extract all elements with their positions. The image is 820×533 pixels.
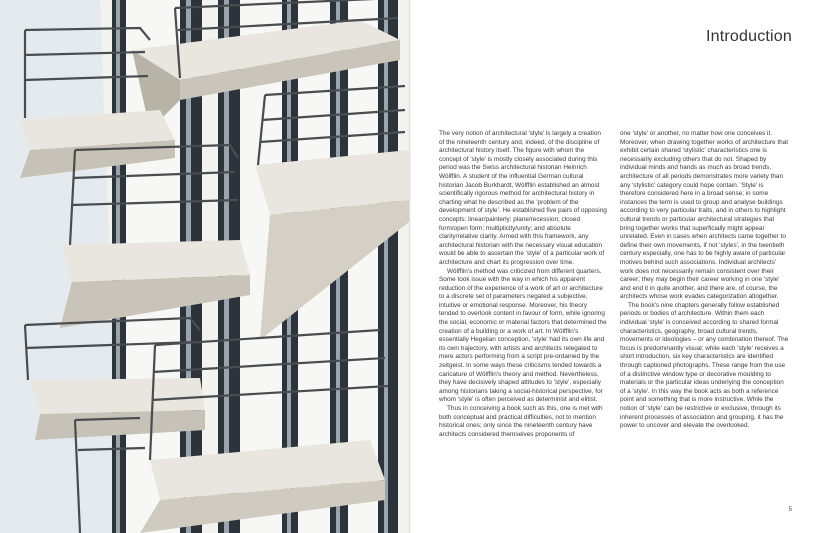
paragraph: one 'style' or another, no matter how one conceives it. Moreover, when drawing together works of architecture that exhibit certain shared 'stylistic' characteristics one is necessarily excluding others that do not. Shaped by individual minds and hands as much as broad trends, architecture of all periods demonstrates more variety than any 'stylistic' category could hope contain. 'Style' is therefore considered here in a broad sense; in some instances the term is used to group and analyse buildings according to very particular traits, and in others to highlight cultural trends or particular architectural strategies that bring together works that superficially might appear unrelated. Even in cases when architects came together to define their own movements, if not 'styles', in the twentieth century especially, one has to be highly aware of particular motives behind such associations. Individual architects' work does not necessarily remain consistent over their career; they may begin their career working in one 'style' and end it in quite another, and there are, of course, the architects whose work evades categorization altogether.	[620, 130, 789, 301]
page-title: Introduction	[705, 28, 792, 45]
text-page	[411, 0, 820, 533]
balconies-photo	[0, 0, 409, 533]
text-column-right	[620, 130, 789, 431]
paragraph: Wölfflin's method was criticized from different quarters. Some took issue with the way in which his apparent reduction of the experience of a work of art or architecture to a discrete set of parameters negated a subjective, intuitive or emotional response. Moreover, his theory tended to overlook content in favour of form, while ignoring the social, economic or material factors that determined the creation of a building or a work of art. In Wölfflin's essentially Hegelian conception, 'style' had its own life and its own trajectory, with artists and architects relegated to mere actors performing from a script pre-ordained by the zeitgeist. In some ways these criticisms tended towards a caricature of Wölfflin's theory and method. Nevertheless, they have decisively shaped attitudes to 'style', especially among historians taking a social-historical perspective, for whom 'style' is often perceived as determinist and elitist.	[439, 267, 607, 404]
paragraph: Thus in conceiving a book such as this, one is met with both conceptual and practical difficulties, not to mention historical ones; only since the nineteenth century have architects considered themselves proponents of	[439, 405, 603, 438]
paragraph: The book's nine chapters generally follow established periods or bodies of architecture. Within them each individual 'style' is conceived according to shared formal characteristics, geography, broad cultural trends, movements or ideologies – or any combination thereof. The focus is predominantly visual; while each 'style' receives a short introduction, six key characteristics are identified through captioned photographs. These range from the use of a distinctive window type or decorative moulding to materials or the particular ideas underlying the conception of a 'style'. In this way the book acts as both a reference point and something that is more instructive. While the notion of 'style' can be restrictive or exclusive, through its inherent processes of association and grouping, it has the power to uncover and elevate the overlooked.	[620, 301, 789, 430]
page-number: 5	[788, 507, 792, 513]
paragraph: The very notion of architectural 'style' is largely a creation of the nineteenth century and, indeed, of the discipline of architectural history itself. The figure with whom the concept of 'style' is mostly closely associated during this period was the Swiss architectural historian Heinrich Wölfflin. A student of the influential German cultural historian Jacob Burkhardt, Wölfflin established an almost scientifically rigorous method for architectural history in charting what he described as the 'problem of the development of style'. He established five pairs of opposing concepts: linear/painterly; plane/recession; closed form/open form; multiplicity/unity; and absolute clarity/relative clarity. Armed with this framework, any architectural historian with the necessary visual education would be able to ascertain the 'style' of a particular work of architecture and chart its progression over time.	[439, 130, 607, 266]
text-column-left	[439, 130, 608, 439]
building-balconies-photo	[0, 0, 409, 533]
